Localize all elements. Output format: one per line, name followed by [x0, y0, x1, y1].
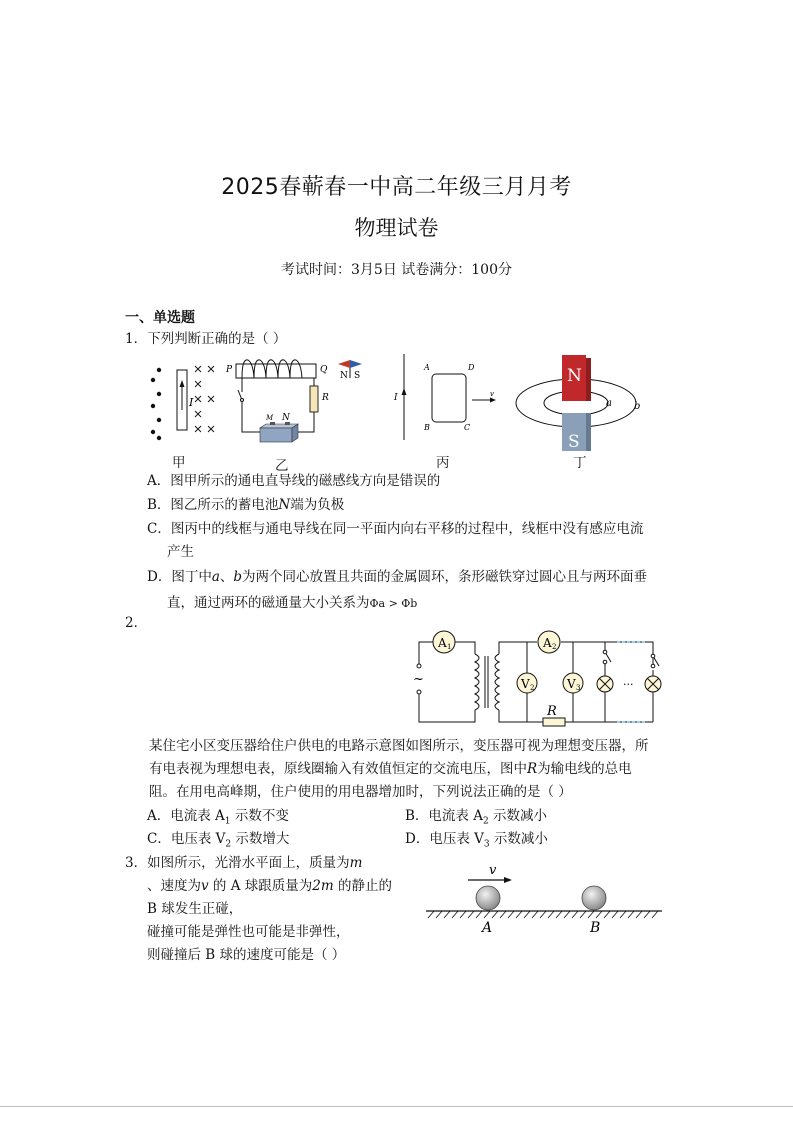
q1-option-b[interactable]: B．图乙所示的蓄电池N端为负极 [147, 497, 345, 513]
q1-number: 1． [125, 331, 148, 347]
magnet-n-label: N [567, 366, 582, 386]
magnet-s-label: S [568, 432, 580, 452]
figure-jia [145, 358, 225, 448]
ac-symbol: ~ [413, 672, 424, 687]
ball-b-label: B [590, 920, 601, 936]
ball-a-label: A [482, 920, 493, 936]
figure-circuit [405, 626, 670, 732]
q3-line-3: B 球发生正碰， [147, 901, 243, 917]
resistor-label: R [547, 704, 557, 719]
q1-option-a[interactable]: A．图甲所示的通电直导线的磁感线方向是错误的 [147, 473, 441, 489]
q2-para-3: 阻。在用电高峰期，住户使用的用电器增加时，下列说法正确的是（ ） [149, 784, 572, 800]
figure-ding [512, 355, 672, 455]
figure-yi [226, 352, 371, 452]
q2-para-1: 某住宅小区变压器给住户供电的电路示意图如图所示，变压器可视为理想变压器，所 [149, 738, 649, 754]
velocity-label: v [489, 863, 497, 878]
q2-option-d[interactable]: D．电压表 $V_3$ 示数减小 [405, 831, 548, 850]
corner-a: A [424, 363, 430, 372]
q3-line-1: 3．如图所示，光滑水平面上，质量为m [125, 855, 363, 871]
label-r: R [322, 393, 329, 403]
label-p: P [226, 365, 233, 375]
figure-bing [392, 352, 507, 442]
resistor-r [543, 718, 565, 726]
corner-b: B [424, 423, 430, 432]
ball-b [582, 886, 606, 910]
q2-para-2: 有电表视为理想电表，原线圈输入有效值恒定的交流电压，图中R为输电线的总电 [149, 761, 632, 777]
current-i: I [394, 393, 398, 403]
caption-yi: 乙 [275, 458, 289, 474]
caption-ding: 丁 [573, 455, 587, 471]
option-label: D． [147, 569, 172, 585]
corner-d: D [468, 363, 475, 372]
q3-line-4: 碰撞可能是弹性也可能是非弹性， [147, 924, 350, 940]
label-n: N [282, 413, 290, 423]
option-label: C． [147, 521, 171, 537]
figure-collision [420, 858, 670, 938]
ground-hatch [428, 911, 658, 918]
ball-a [476, 886, 500, 910]
wire-frame [432, 374, 466, 422]
current-label: I [189, 396, 194, 409]
needle-s: S [354, 371, 361, 381]
caption-jia: 甲 [172, 455, 186, 471]
svg-text:V: V [521, 677, 530, 691]
crosses-column-right [195, 366, 214, 432]
exam-subtitle: 物理试卷 [354, 216, 439, 240]
flux-relation: Φa > Φb [369, 597, 418, 610]
compass-needle [338, 360, 362, 381]
q2-option-a[interactable]: A．电流表 $A_1$ 示数不变 [147, 808, 289, 827]
ring-a-label: a [606, 398, 612, 409]
exam-title: 2025春蕲春一中高二年级三月月考 [221, 175, 572, 200]
needle-n: N [340, 371, 348, 381]
svg-text:1: 1 [447, 643, 452, 651]
battery [260, 422, 298, 442]
label-m: M [266, 414, 274, 422]
corner-c: C [464, 423, 471, 432]
ring-b-label: b [634, 401, 641, 412]
q3-line-5: 则碰撞后 B 球的速度可能是（ ） [147, 947, 346, 963]
exam-info: 考试时间：3月5日 试卷满分：100分 [281, 262, 512, 278]
dots-column-left [151, 368, 161, 440]
option-label: A． [147, 473, 171, 489]
section-title: 一、单选题 [125, 310, 195, 326]
resistor-r [310, 386, 318, 412]
q1-option-c-cont: 产生 [167, 544, 194, 560]
svg-text:3: 3 [576, 684, 581, 692]
q1-option-d-cont: 直，通过两环的磁通量大小关系为Φa > Φb [167, 595, 418, 611]
q3-line-2: 、速度为v 的 A 球跟质量为2m 的静止的 [147, 878, 392, 894]
ellipsis: ··· [623, 678, 634, 691]
svg-text:2: 2 [530, 684, 535, 692]
q1-stem-text: 下列判断正确的是（ ） [147, 331, 287, 347]
q2-option-b[interactable]: B．电流表 $A_2$ 示数减小 [405, 808, 547, 827]
svg-text:V: V [567, 677, 576, 691]
svg-text:2: 2 [552, 643, 557, 651]
svg-text:A: A [543, 636, 552, 650]
label-q: Q [320, 365, 328, 375]
q1-option-c[interactable]: C．图丙中的线框与通电导线在同一平面内向右平移的过程中，线框中没有感应电流 [147, 521, 644, 537]
option-label: B． [147, 497, 171, 513]
label-v: v [490, 390, 494, 398]
q2-option-c[interactable]: C．电压表 $V_2$ 示数增大 [147, 831, 290, 850]
q2-number: 2． [125, 615, 148, 631]
q1-stem [125, 328, 286, 350]
svg-text:A: A [438, 636, 447, 650]
caption-bing: 丙 [436, 455, 450, 471]
q1-option-d[interactable]: D．图丁中a、b为两个同心放置且共面的金属圆环，条形磁铁穿过圆心且与两环面垂 [147, 569, 648, 585]
page-bottom-divider [0, 1106, 793, 1107]
